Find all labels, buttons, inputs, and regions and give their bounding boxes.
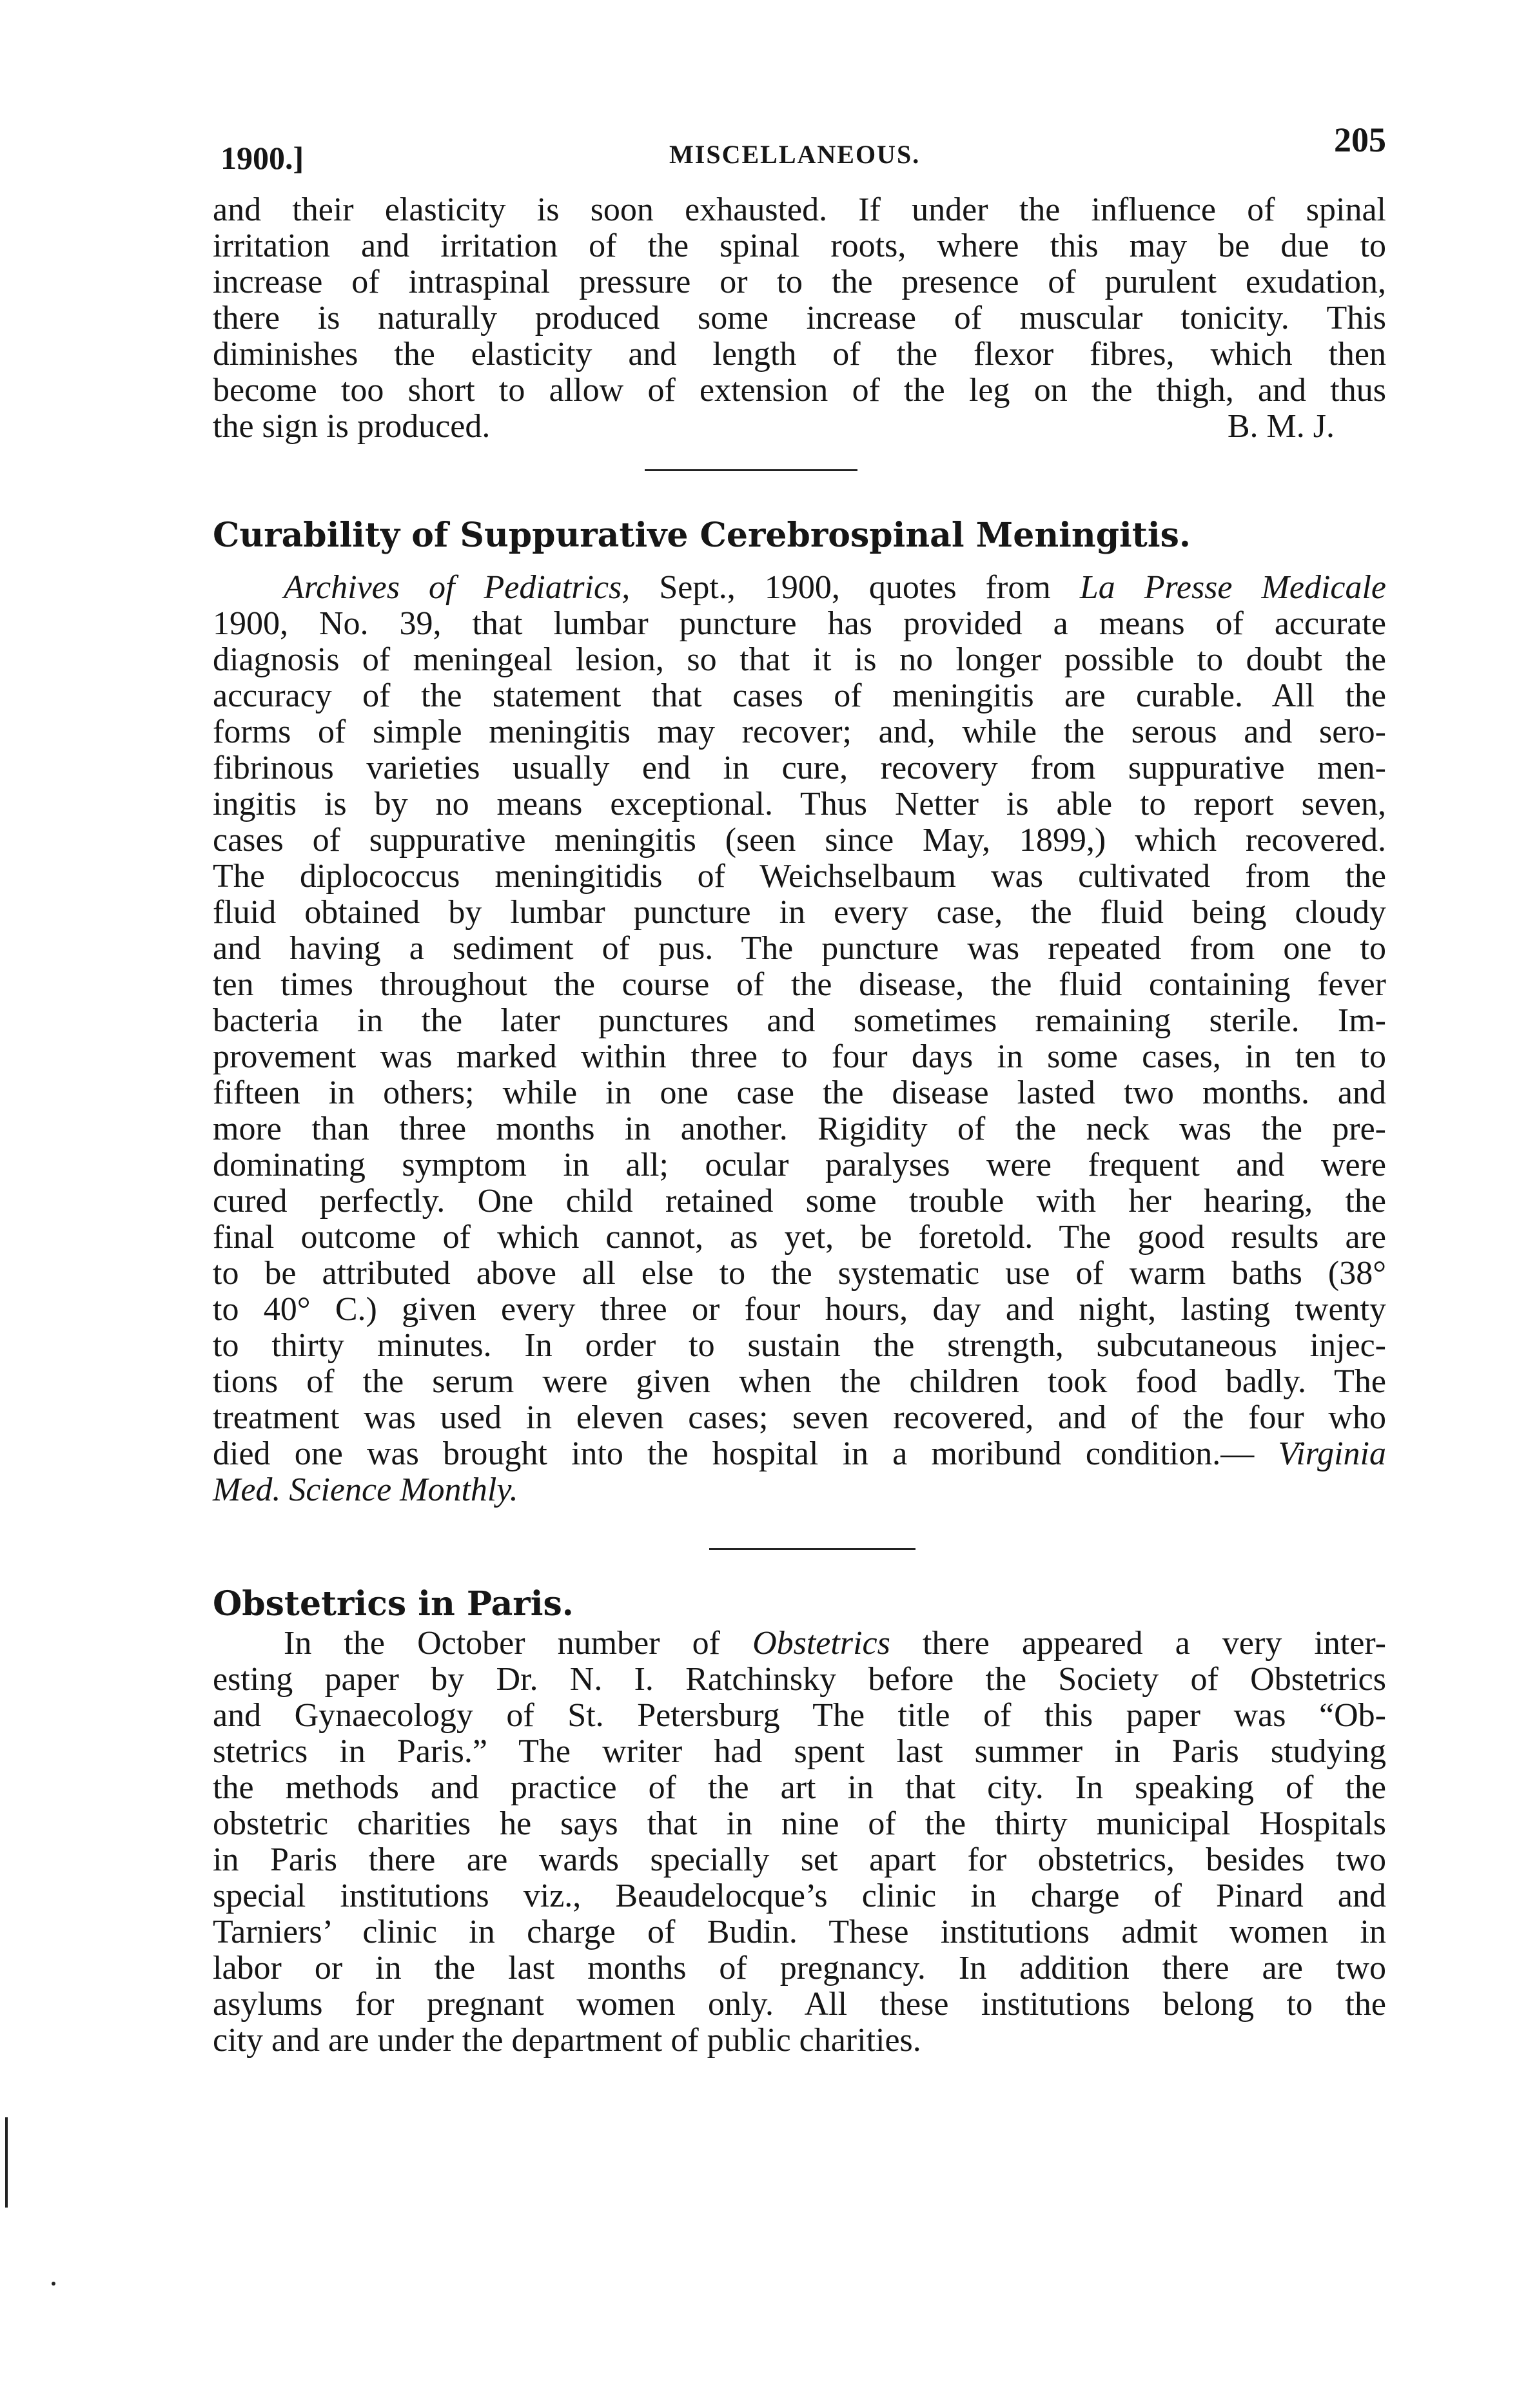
text-line: fibrinous varieties usually end in cure, recovery from suppurative men- — [213, 750, 1386, 786]
citation-title: Med. Science Monthly. — [213, 1471, 518, 1508]
citation-title: Archives of Pediatrics, — [284, 569, 631, 606]
text-line: and Gynaecology of St. Petersburg The title of this paper was “Ob- — [213, 1697, 1386, 1734]
text-line: labor or in the last months of pregnancy. In addition there are two — [213, 1950, 1386, 1986]
text-line: to 40° C.) given every three or four hours, day and night, lasting twenty — [213, 1291, 1386, 1328]
text-line: fluid obtained by lumbar puncture in every case, the fluid being cloudy — [213, 894, 1386, 931]
scan-margin-mark — [5, 2117, 8, 2208]
article-body-obstetrics — [213, 1626, 1386, 2059]
text-line: in Paris there are wards specially set apart for obstetrics, besides two — [213, 1841, 1386, 1878]
signature-line — [213, 409, 1386, 445]
header-section-title: MISCELLANEOUS. — [669, 140, 921, 169]
text-line: obstetric charities he says that in nine of the thirty municipal Hospitals — [213, 1805, 1386, 1842]
text-line: Tarniers’ clinic in charge of Budin. These institutions admit women in — [213, 1914, 1386, 1950]
article-body-meningitis — [213, 570, 1386, 1508]
scan-speck — [52, 2282, 55, 2286]
text-line: increase of intraspinal pressure or to the presence of purulent exudation, — [213, 264, 1386, 300]
article-heading-meningitis: Curability of Suppurative Cerebrospinal Meningitis. — [213, 516, 1191, 555]
text-segment: died one was brought into the hospital in a moribund condition.— — [213, 1435, 1278, 1472]
text-line: esting paper by Dr. N. I. Ratchinsky before the Society of Obstetrics — [213, 1661, 1386, 1698]
citation-title: La Presse Medicale — [1079, 569, 1386, 606]
text-line: forms of simple meningitis may recover; and, while the serous and sero- — [213, 714, 1386, 750]
text-line: diminishes the elasticity and length of the flexor fibres, which then — [213, 336, 1386, 373]
text-segment: there appeared a very inter- — [890, 1625, 1387, 1662]
text-line — [213, 1626, 1386, 1662]
text-line: there is naturally produced some increase of muscular tonicity. This — [213, 300, 1386, 336]
journal-title: Obstetrics — [752, 1625, 890, 1662]
header-year: 1900.] — [220, 140, 304, 176]
text-line: and their elasticity is soon exhausted. If under the influence of spinal — [213, 191, 1386, 228]
text-line: ingitis is by no means exceptional. Thus Netter is able to report seven, — [213, 786, 1386, 822]
text-line: fifteen in others; while in one case the disease lasted two months. and — [213, 1074, 1386, 1111]
text-line: to thirty minutes. In order to sustain the strength, subcutaneous injec- — [213, 1327, 1386, 1364]
text-line: special institutions viz., Beaudelocque’s clinic in charge of Pinard and — [213, 1878, 1386, 1914]
text-line: stetrics in Paris.” The writer had spent last summer in Paris studying — [213, 1733, 1386, 1770]
text-line: the methods and practice of the art in that city. In speaking of the — [213, 1769, 1386, 1806]
text-line: cases of suppurative meningitis (seen since May, 1899,) which recovered. — [213, 822, 1386, 859]
text-line: become too short to allow of extension of the leg on the thigh, and thus — [213, 372, 1386, 409]
text-line: treatment was used in eleven cases; seven recovered, and of the four who — [213, 1399, 1386, 1436]
text-line — [213, 570, 1386, 606]
page-number: 205 — [1334, 121, 1386, 159]
text-segment: In the October number of — [284, 1625, 753, 1662]
signature: B. M. J. — [1227, 408, 1335, 445]
text-line: asylums for pregnant women only. All these institutions belong to the — [213, 1986, 1386, 2023]
section-divider — [709, 1548, 915, 1550]
text-line: more than three months in another. Rigidity of the neck was the pre- — [213, 1111, 1386, 1147]
text-line: dominating symptom in all; ocular paralyses were frequent and were — [213, 1147, 1386, 1183]
text-line: diagnosis of meningeal lesion, so that it is no longer possible to doubt the — [213, 641, 1386, 678]
text-line: The diplococcus meningitidis of Weichselbaum was cultivated from the — [213, 858, 1386, 895]
intro-paragraph — [213, 192, 1386, 445]
text-line: provement was marked within three to four days in some cases, in ten to — [213, 1038, 1386, 1075]
text-line: bacteria in the later punctures and sometimes remaining sterile. Im- — [213, 1002, 1386, 1039]
text-line: final outcome of which cannot, as yet, be foretold. The good results are — [213, 1219, 1386, 1256]
text-line — [213, 1436, 1386, 1472]
text-line: and having a sediment of pus. The puncture was repeated from one to — [213, 930, 1386, 967]
article-heading-obstetrics: Obstetrics in Paris. — [213, 1584, 574, 1624]
text-line: accuracy of the statement that cases of meningitis are curable. All the — [213, 677, 1386, 714]
text-line: the sign is produced. — [213, 408, 491, 445]
text-line: cured perfectly. One child retained some trouble with her hearing, the — [213, 1183, 1386, 1219]
text-line: irritation and irritation of the spinal roots, where this may be due to — [213, 228, 1386, 264]
text-line: 1900, No. 39, that lumbar puncture has provided a means of accurate — [213, 605, 1386, 642]
citation-title: Virginia — [1278, 1435, 1386, 1472]
running-head — [213, 120, 1386, 178]
text-line: tions of the serum were given when the children took food badly. The — [213, 1363, 1386, 1400]
text-line: to be attributed above all else to the systematic use of warm baths (38° — [213, 1255, 1386, 1292]
citation-text: Sept., 1900, quotes from — [630, 569, 1080, 606]
text-line: ten times throughout the course of the disease, the fluid containing fever — [213, 966, 1386, 1003]
section-divider — [645, 469, 857, 471]
text-line: city and are under the department of public charities. — [213, 2022, 921, 2059]
